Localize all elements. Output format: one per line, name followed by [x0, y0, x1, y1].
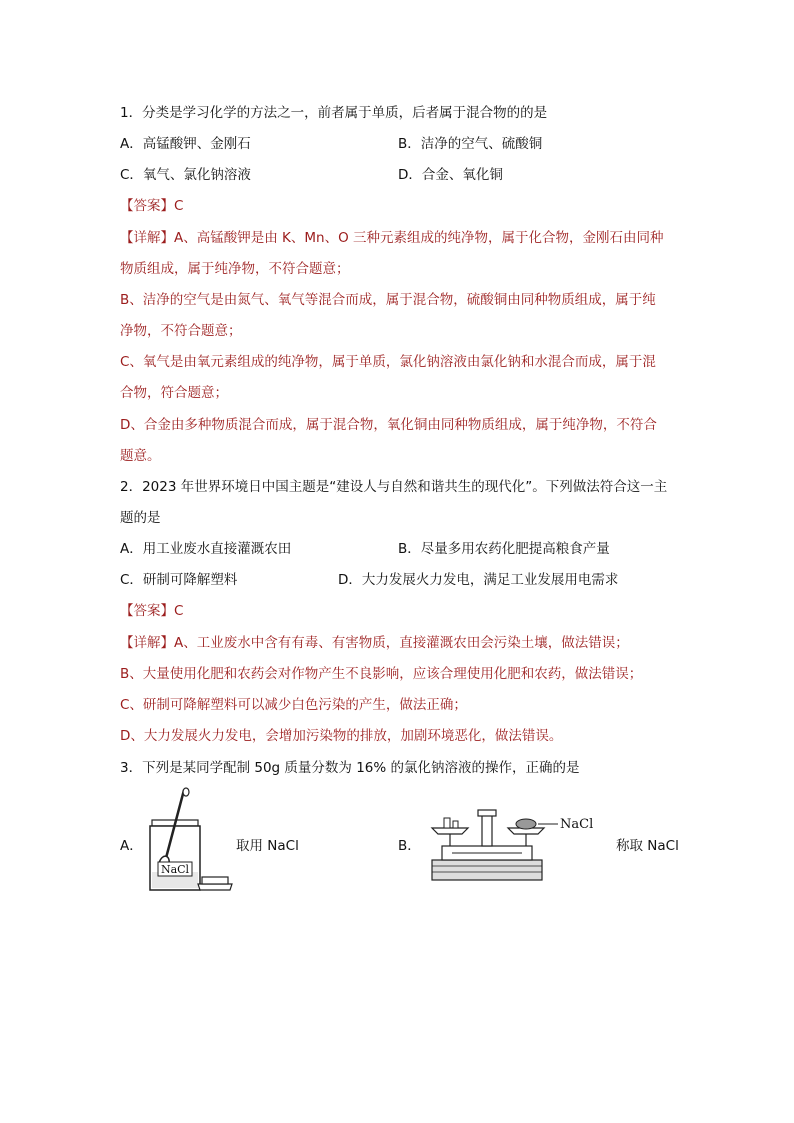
q3-option-b-caption: 称取 NaCl: [616, 838, 679, 854]
q1-option-c: C．氧气、氯化钠溶液: [120, 167, 251, 183]
q1-explanation-line: B、洁净的空气是由氮气、氧气等混合而成，属于混合物，硫酸铜由同种物质组成，属于纯: [120, 292, 656, 308]
q3-option-a-label: A．: [120, 838, 143, 854]
balance-label: NaCl: [560, 817, 594, 832]
q1-option-b: B．洁净的空气、硫酸铜: [398, 136, 543, 152]
q2-option-b: B．尽量多用农药化肥提高粮食产量: [398, 541, 610, 557]
jar-with-spoon-figure: [140, 786, 236, 896]
q2-stem-line: 题的是: [120, 510, 161, 526]
q1-option-d: D．合金、氧化铜: [398, 167, 503, 183]
q2-explanation-line: C、研制可降解塑料可以减少白色污染的产生，做法正确；: [120, 697, 467, 713]
q3-option-b-label: B．: [398, 838, 421, 854]
q2-stem-line: 2．2023 年世界环境日中国主题是“建设人与自然和谐共生的现代化”。下列做法符合这一主: [120, 479, 668, 495]
q1-explanation-line: 【详解】A、高锰酸钾是由 K、Mn、O 三种元素组成的纯净物，属于化合物，金刚石由同种: [120, 230, 664, 246]
q2-option-a: A．用工业废水直接灌溉农田: [120, 541, 292, 557]
q1-explanation-line: 物质组成，属于纯净物，不符合题意；: [120, 261, 350, 277]
q1-explanation-line: 净物，不符合题意；: [120, 323, 242, 339]
q2-option-c: C．研制可降解塑料: [120, 572, 238, 588]
q1-option-a: A．高锰酸钾、金刚石: [120, 136, 251, 152]
q2-explanation-line: D、大力发展火力发电，会增加污染物的排放，加剧环境恶化，做法错误。: [120, 728, 563, 744]
balance-scale-figure: [428, 800, 598, 884]
q2-explanation-line: 【详解】A、工业废水中含有有毒、有害物质，直接灌溉农田会污染土壤，做法错误；: [120, 635, 629, 651]
jar-label: NaCl: [160, 863, 190, 876]
q1-explanation-line: 合物，符合题意；: [120, 385, 228, 401]
q1-answer: 【答案】C: [120, 198, 184, 214]
q1-explanation-line: 题意。: [120, 448, 161, 464]
q2-explanation-line: B、大量使用化肥和农药会对作物产生不良影响，应该合理使用化肥和农药，做法错误；: [120, 666, 643, 682]
q1-explanation-line: D、合金由多种物质混合而成，属于混合物，氧化铜由同种物质组成，属于纯净物，不符合: [120, 417, 657, 433]
q2-option-d: D．大力发展火力发电，满足工业发展用电需求: [338, 572, 619, 588]
q2-answer: 【答案】C: [120, 603, 184, 619]
q3-stem: 3．下列是某同学配制 50g 质量分数为 16% 的氯化钠溶液的操作，正确的是: [120, 760, 580, 776]
q3-option-a-caption: 取用 NaCl: [236, 838, 299, 854]
q1-explanation-line: C、氧气是由氧元素组成的纯净物，属于单质，氯化钠溶液由氯化钠和水混合而成，属于混: [120, 354, 656, 370]
q1-stem: 1．分类是学习化学的方法之一，前者属于单质，后者属于混合物的的是: [120, 105, 548, 121]
